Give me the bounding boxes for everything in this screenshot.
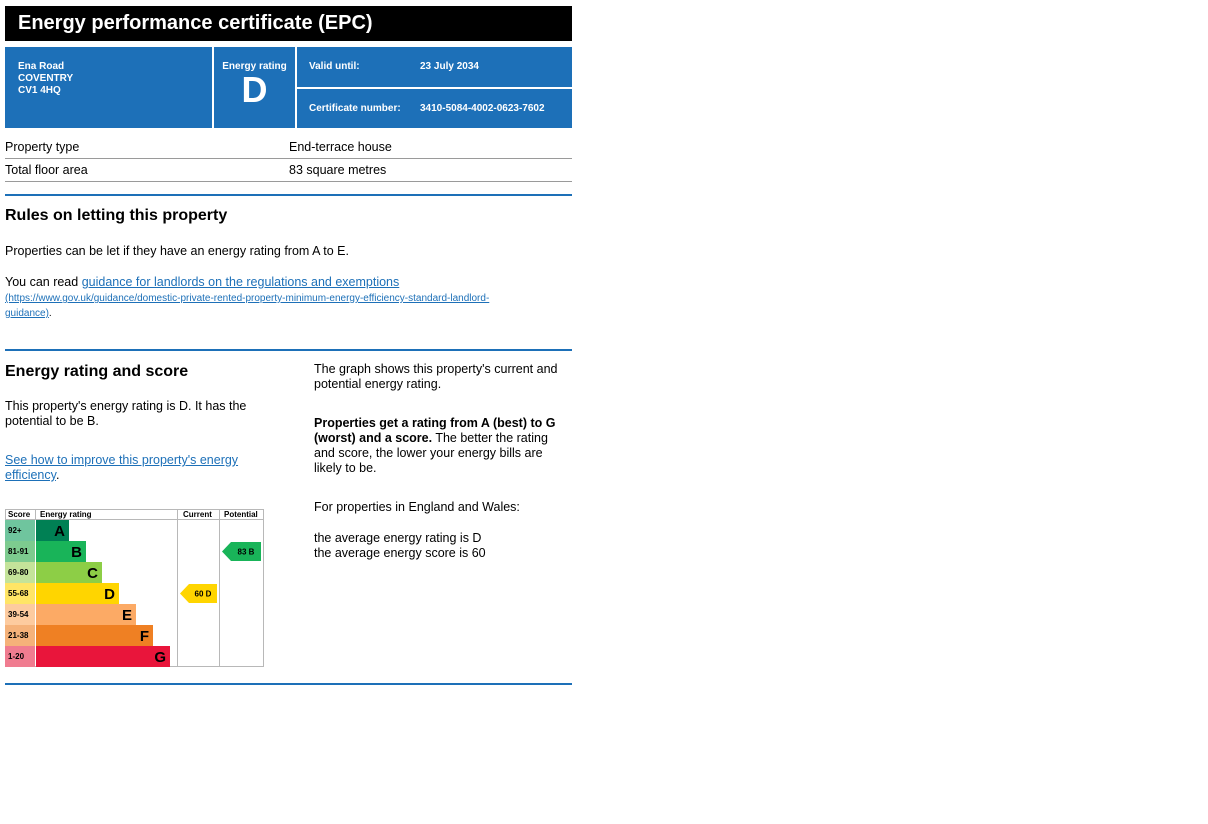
- band-letter-e: E: [121, 607, 132, 624]
- current-rating-label: 60 D: [194, 589, 212, 599]
- address-line-3: CV1 4HQ: [18, 85, 61, 96]
- energy-rating-text: This property's energy rating is D. It has the potential to be B.: [5, 399, 247, 428]
- certificate-number-label: Certificate number:: [309, 103, 401, 114]
- average-score-text: the average energy score is 60: [314, 546, 486, 560]
- valid-until-value: 23 July 2034: [420, 61, 479, 72]
- energy-rating-letter: D: [241, 69, 268, 110]
- energy-rating-label: Energy rating: [222, 61, 287, 72]
- landlord-guidance-link[interactable]: guidance for landlords on the regulations and exemptions: [81, 275, 400, 289]
- rating-explanation-rest: The better the rating and score, the lower your energy bills are likely to be.: [314, 431, 548, 475]
- band-bar-f: [36, 625, 153, 646]
- improve-efficiency-link-1[interactable]: See how to improve this property's energy: [5, 453, 239, 467]
- band-letter-c: C: [87, 565, 98, 582]
- valid-until-label: Valid until:: [309, 61, 360, 72]
- property-type-row: [5, 136, 572, 159]
- energy-rating-chart: [5, 509, 264, 667]
- average-rating-text: the average energy rating is D: [314, 531, 482, 545]
- improve-efficiency-link-2[interactable]: efficiency: [5, 468, 56, 482]
- section-divider: [5, 683, 572, 685]
- potential-rating-label: 83 B: [237, 547, 255, 557]
- letting-text: Properties can be let if they have an energy rating from A to E.: [5, 244, 349, 258]
- floor-area-label: Total floor area: [5, 163, 88, 177]
- energy-heading: Energy rating and score: [5, 363, 189, 380]
- property-type-label: Property type: [5, 140, 80, 154]
- address-block: [5, 47, 212, 128]
- score-range-a: 92+: [8, 526, 22, 535]
- improve-text: [5, 453, 275, 483]
- band-letter-d: D: [104, 586, 115, 603]
- certificate-number-value: 3410-5084-4002-0623-7602: [420, 103, 545, 114]
- property-type-value: End-terrace house: [289, 140, 392, 154]
- address-line-1: Ena Road: [18, 61, 65, 72]
- page-title: Energy performance certificate (EPC): [5, 6, 572, 41]
- chart-header-energy-rating: Energy rating: [40, 510, 92, 519]
- score-range-g: 1-20: [8, 652, 25, 661]
- letting-guidance-prefix: You can read: [5, 275, 82, 289]
- band-letter-f: F: [139, 628, 149, 645]
- letting-guidance-text: [5, 275, 572, 290]
- rating-explanation-bold: Properties get a rating from A (best) to G (worst) and a score.: [314, 416, 556, 445]
- score-range-d: 55-68: [8, 589, 29, 598]
- section-divider: [5, 349, 572, 351]
- section-divider: [5, 194, 572, 196]
- rating-explanation: [314, 416, 566, 476]
- chart-header-current: Current: [183, 510, 212, 519]
- floor-area-value: 83 square metres: [289, 163, 387, 177]
- energy-rating-box: [214, 47, 295, 128]
- score-range-e: 39-54: [8, 610, 29, 619]
- improve-period: .: [55, 468, 60, 482]
- valid-until-cell: [297, 47, 572, 87]
- graph-description: The graph shows this property's current and potential energy rating.: [314, 362, 558, 391]
- landlord-guidance-url-link-2[interactable]: guidance): [5, 308, 49, 319]
- score-range-c: 69-80: [8, 568, 29, 577]
- band-letter-a: A: [54, 523, 65, 540]
- score-range-b: 81-91: [8, 547, 29, 556]
- certificate-number-cell: [297, 89, 572, 128]
- url-period: .: [48, 308, 52, 319]
- landlord-guidance-url: [5, 291, 572, 321]
- england-wales-text: For properties in England and Wales:: [314, 500, 520, 514]
- floor-area-row: [5, 159, 572, 182]
- chart-header-potential: Potential: [224, 510, 258, 519]
- address-line-2: COVENTRY: [18, 73, 74, 84]
- letting-heading: Rules on letting this property: [5, 207, 228, 224]
- chart-header-score: Score: [8, 510, 31, 519]
- band-bar-g: [36, 646, 170, 667]
- band-letter-b: B: [71, 544, 82, 561]
- band-letter-g: G: [154, 649, 166, 666]
- landlord-guidance-url-link-1[interactable]: (https://www.gov.uk/guidance/domestic-private-rented-property-minimum-energy-efficiency-standard-landlord-: [5, 293, 490, 304]
- score-range-f: 21-38: [8, 631, 29, 640]
